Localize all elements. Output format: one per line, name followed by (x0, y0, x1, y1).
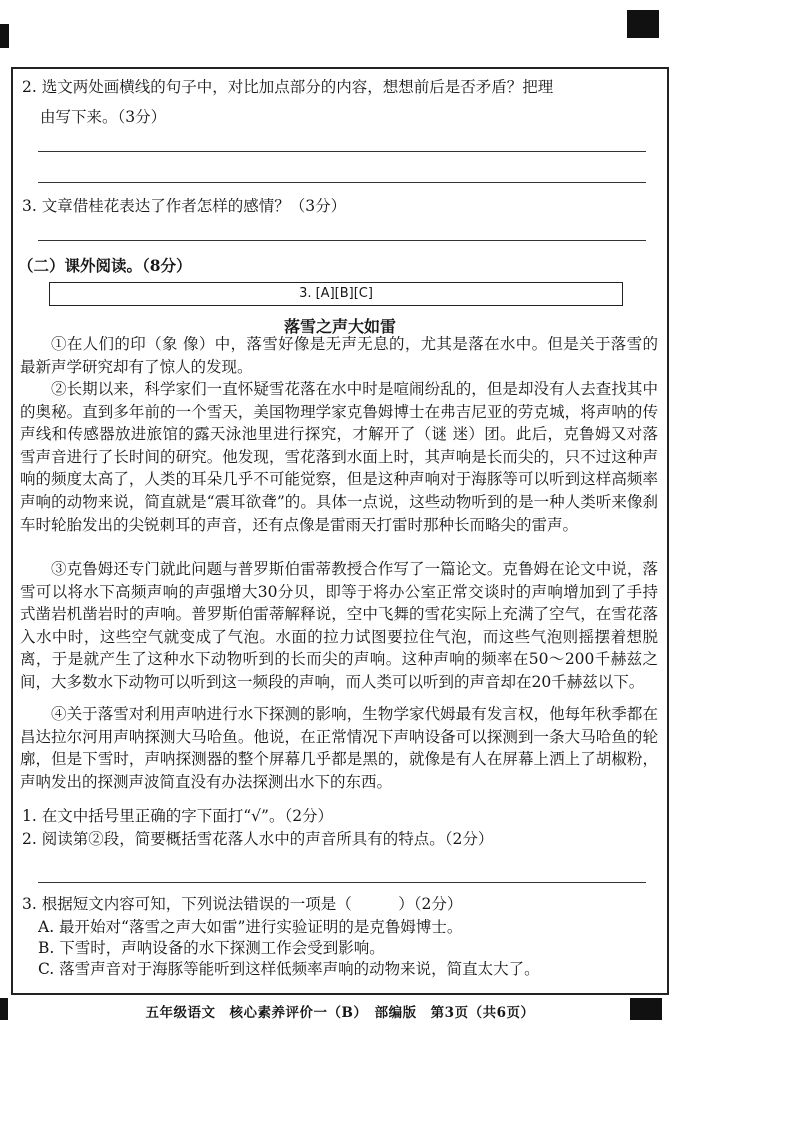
reading-question-3: 3. 根据短文内容可知，下列说法错误的一项是（ ）（2分） (22, 895, 463, 913)
reading-question-2: 2. 阅读第②段，简要概括雪花落人水中的声音所具有的特点。（2分） (22, 830, 494, 848)
answer-line[interactable] (38, 240, 646, 241)
option-b[interactable]: B. 下雪时，声呐设备的水下探测工作会受到影响。 (38, 939, 385, 957)
reading-question-1: 1. 在文中括号里正确的字下面打“√”。（2分） (22, 807, 334, 825)
answer-line[interactable] (38, 182, 646, 183)
page-footer: 五年级语文 核心素养评价一（B） 部编版 第3页（共6页） (145, 1005, 535, 1021)
question-3: 3. 文章借桂花表达了作者怎样的感情？（3分） (22, 197, 347, 215)
article-paragraph-1: ①在人们的印（象 像）中，落雪好像是无声无息的，尤其是落在水中。但是关于落雪的最新声学研究却有了惊人的发现。 (20, 335, 658, 376)
answer-line[interactable] (38, 151, 646, 152)
article-paragraph-4: ④关于落雪对利用声呐进行水下探测的影响，生物学家代姆最有发言权，他每年秋季都在昌达拉尔河用声呐探测大马哈鱼。他说，在正常情况下声呐设备可以探测到一条大马哈鱼的轮廓，但是下雪时，声呐探测器的整个屏幕几乎都是黑的，就像是有人在屏幕上洒上了胡椒粉，声呐发出的探测声波简直没有办法探测出水下的东西。 (20, 705, 658, 791)
registration-mark-top-right (627, 10, 659, 38)
registration-mark-top-left (0, 24, 9, 48)
article-paragraph-2: ②长期以来，科学家们一直怀疑雪花落在水中时是喧闹纷乱的，但是却没有人去查找其中的奥秘。直到多年前的一个雪天，美国物理学家克鲁姆博士在弗吉尼亚的劳克城，将声呐的传声线和传感器放进旅馆的露天泳池里进行探究，才解开了（谜 迷）团。此后，克鲁姆又对落雪声音进行了长时间的研究。他发现，雪花落到水面上时，其声响是长而尖的，只不过这种声响的频度太高了，人类的耳朵几乎不可能觉察，但是这种声响对于海豚等可以听到这样高频率声响的动物来说，简直就是“震耳欲聋”的。具体一点说，这些动物听到的是一种人类听来像刹车时轮胎发出的尖锐刺耳的声音，还有点像是雷雨天打雷时那种长而略尖的雷声。 (20, 380, 658, 534)
question-2-line1: 2. 选文两处画横线的句子中，对比加点部分的内容，想想前后是否矛盾？把理 (22, 78, 554, 96)
section-header: （二）课外阅读。（8分） (18, 256, 192, 275)
answer-line[interactable] (38, 882, 646, 883)
question-2-line2: 由写下来。（3分） (40, 108, 167, 126)
article-paragraph-3: ③克鲁姆还专门就此问题与普罗斯伯雷蒂教授合作写了一篇论文。克鲁姆在论文中说，落雪可以将水下高频声响的声强增大30分贝，即等于将办公室正常交谈时的声响增加到了手持式凿岩机凿岩时的声响。普罗斯伯雷蒂解释说，空中飞舞的雪花实际上充满了空气，在雪花落入水中时，这些空气就变成了气泡。水面的拉力试图要拉住气泡，而这些气泡则摇摆着想脱离，于是就产生了这种水下动物听到的长而尖的声响。这种声响的频率在50～200千赫兹之间，大多数水下动物可以听到这一频段的声响，而人类可以听到的声音却在20千赫兹以下。 (20, 560, 658, 691)
option-c[interactable]: C. 落雪声音对于海豚等能听到这样低频率声响的动物来说，简直太大了。 (38, 960, 540, 978)
answer-choice-box[interactable]: 3. [A][B][C] (49, 282, 623, 306)
article-title: 落雪之声大如雷 (283, 317, 396, 336)
option-a[interactable]: A. 最开始对“落雪之声大如雷”进行实验证明的是克鲁姆博士。 (38, 918, 463, 936)
